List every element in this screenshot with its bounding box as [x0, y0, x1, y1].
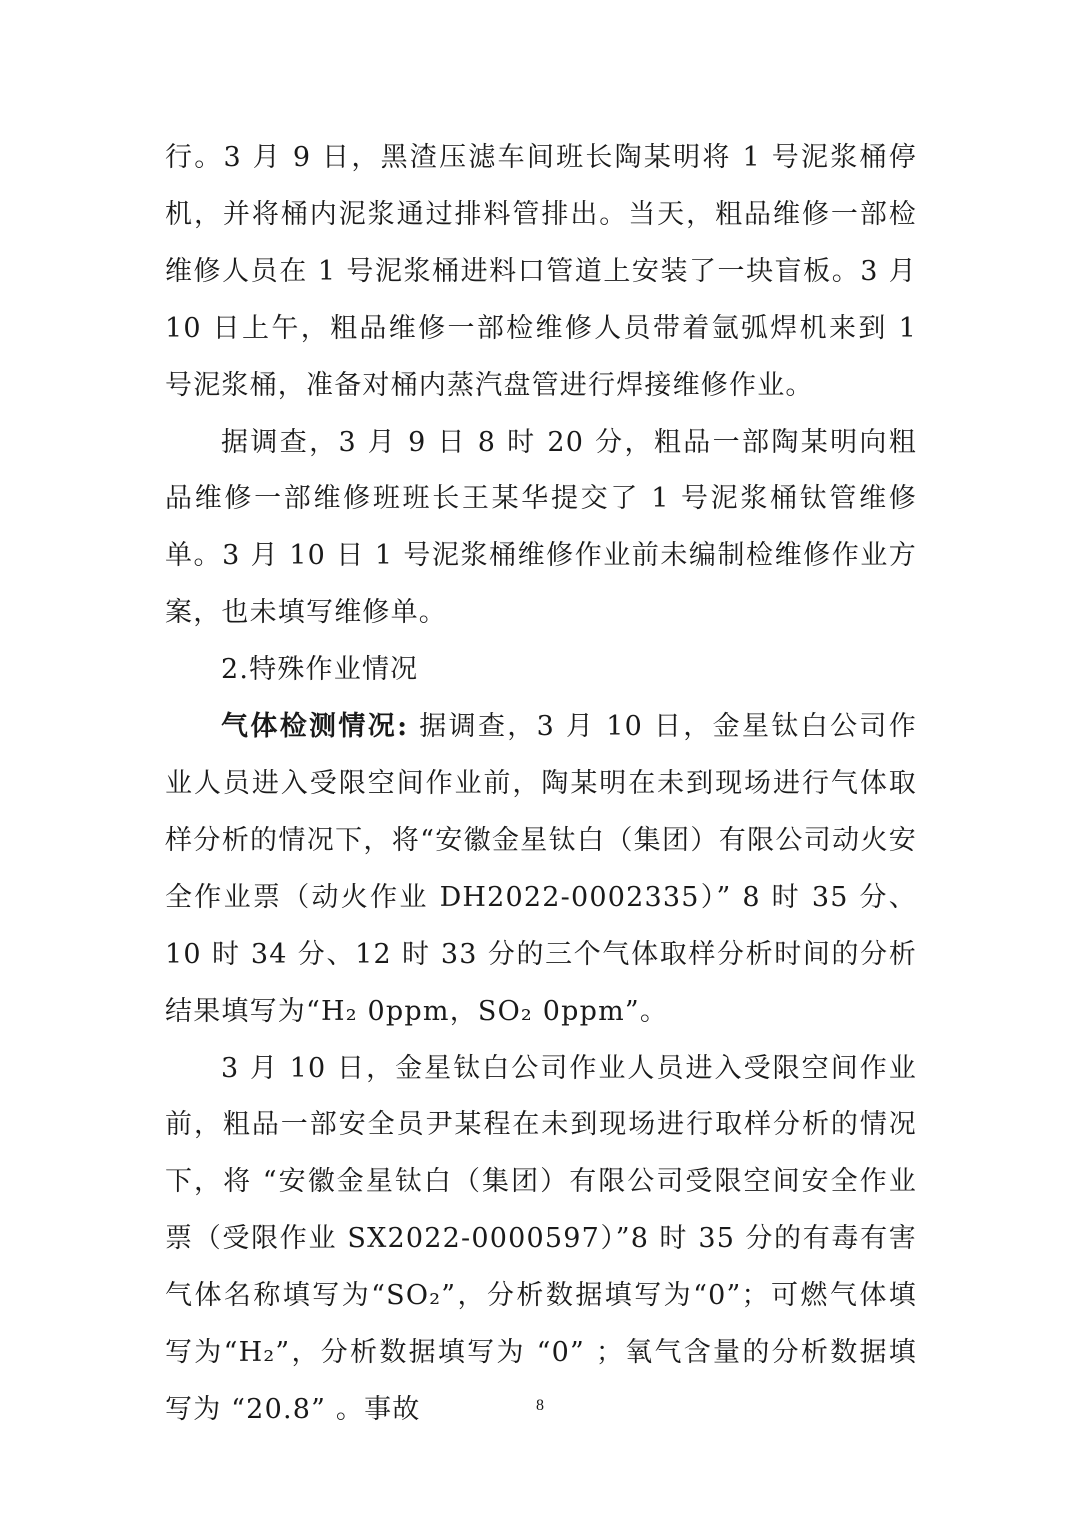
paragraph-confined-space: 3 月 10 日，金星钛白公司作业人员进入受限空间作业前，粗品一部安全员尹某程在未到现场进行取样分析的情况下，将 “安徽金星钛白（集团）有限公司受限空间安全作业票（受限作业 SX2022-0000597）”8 时 35 分的有毒有害气体名称填写为“SO₂”，分析数据填写为“0”；可燃气体填写为“H₂”，分析数据填写为 “0” ；氧气含量的分析数据填写为 “20.8” 。事故: [165, 1052, 917, 1425]
page-number: 8: [536, 1397, 544, 1414]
paragraph-investigation: 据调查，3 月 9 日 8 时 20 分，粗品一部陶某明向粗品维修一部维修班班长王某华提交了 1 号泥浆桶钛管维修单。3 月 10 日 1 号泥浆桶维修作业前未编制检维修作业方案，也未填写维修单。: [165, 426, 917, 629]
paragraph-gas-detection: [165, 699, 917, 1040]
section-heading-special-work: 2.特殊作业情况: [221, 654, 419, 686]
body-text: [165, 130, 917, 1439]
paragraph-continuation: 行。3 月 9 日，黑渣压滤车间班长陶某明将 1 号泥浆桶停机，并将桶内泥浆通过排料管排出。当天，粗品维修一部检维修人员在 1 号泥浆桶进料口管道上安装了一块盲板。3 月 10 日上午，粗品维修一部检维修人员带着氩弧焊机来到 1 号泥浆桶，准备对桶内蒸汽盘管进行焊接维修作业。: [165, 142, 917, 401]
gas-detection-label: 气体检测情况:: [221, 711, 409, 743]
gas-detection-text: 据调查，3 月 10 日，金星钛白公司作业人员进入受限空间作业前，陶某明在未到现场进行气体取样分析的情况下，将“安徽金星钛白（集团）有限公司动火安全作业票（动火作业 DH2022-0002335）” 8 时 35 分、10 时 34 分、12 时 33 分的三个气体取样分析时间的分析结果填写为“H₂ 0ppm，SO₂ 0ppm”。: [165, 711, 917, 1027]
